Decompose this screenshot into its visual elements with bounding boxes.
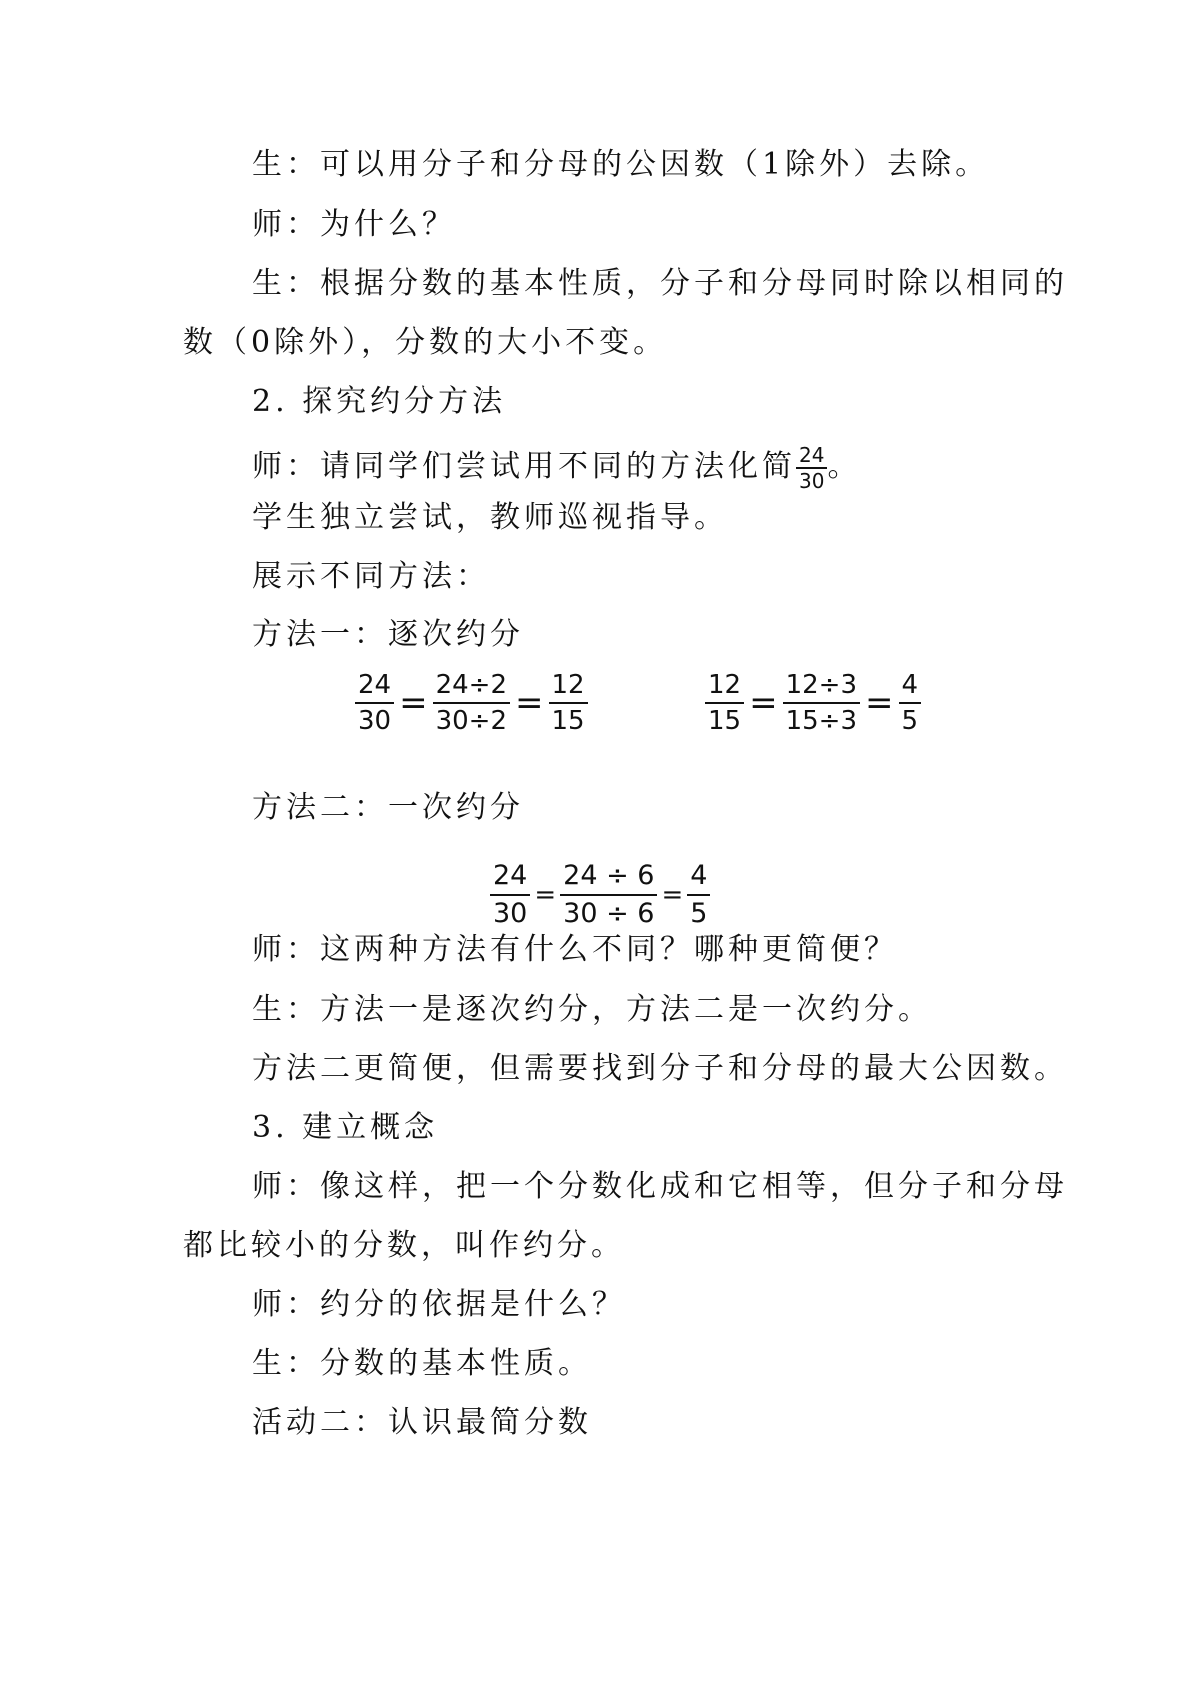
numerator: 24 ÷ 6: [563, 860, 655, 891]
paragraph: 生：方法一是逐次约分，方法二是一次约分。: [252, 992, 932, 1027]
paragraph-text: 师：请同学们尝试用不同的方法化简: [252, 449, 796, 484]
fraction: [433, 668, 510, 738]
inline-fraction: [796, 444, 827, 492]
equals-sign: =: [515, 683, 544, 723]
paragraph-continuation: 都比较小的分数，叫作约分。: [183, 1228, 625, 1263]
section-heading: 活动二：认识最简分数: [252, 1405, 592, 1440]
numerator: 4: [690, 860, 708, 891]
equals-sign: =: [749, 683, 778, 723]
punctuation: 。: [827, 449, 862, 484]
fraction: [783, 668, 860, 738]
denominator: 30: [799, 469, 825, 493]
denominator: 30: [358, 706, 392, 736]
denominator: 15: [551, 706, 585, 736]
fraction: [560, 858, 657, 932]
paragraph-continuation: 数（0除外），分数的大小不变。: [183, 325, 668, 360]
equation-method1-right: [705, 668, 921, 738]
paragraph-with-fraction: [252, 440, 861, 494]
equals-sign: =: [534, 880, 557, 910]
numerator: 24: [799, 443, 825, 467]
equation-method2: [490, 858, 710, 932]
denominator: 15÷3: [785, 706, 858, 736]
numerator: 12: [551, 670, 585, 700]
paragraph: 师：像这样，把一个分数化成和它相等，但分子和分母: [252, 1169, 1068, 1204]
numerator: 24: [358, 670, 392, 700]
denominator: 5: [901, 706, 919, 736]
paragraph: 方法一：逐次约分: [252, 617, 524, 652]
fraction: [549, 668, 588, 738]
paragraph: 方法二更简便，但需要找到分子和分母的最大公因数。: [252, 1051, 1068, 1086]
numerator: 24: [493, 860, 528, 891]
equation-method1-left: [355, 668, 588, 738]
paragraph: 生：可以用分子和分母的公因数（1除外）去除。: [252, 147, 990, 182]
section-heading: 3. 建立概念: [252, 1110, 439, 1145]
fraction: [705, 668, 744, 738]
denominator: 15: [708, 706, 742, 736]
numerator: 4: [901, 670, 919, 700]
paragraph: 生：分数的基本性质。: [252, 1346, 592, 1381]
numerator: 12: [708, 670, 742, 700]
denominator: 30 ÷ 6: [563, 898, 655, 929]
paragraph: 学生独立尝试，教师巡视指导。: [252, 500, 728, 535]
fraction: [899, 668, 922, 738]
denominator: 30÷2: [435, 706, 508, 736]
paragraph: 师：约分的依据是什么？: [252, 1287, 626, 1322]
numerator: 24÷2: [435, 670, 508, 700]
fraction: [490, 858, 530, 932]
paragraph: 师：为什么？: [252, 207, 456, 242]
paragraph: 方法二：一次约分: [252, 790, 524, 825]
paragraph: 展示不同方法：: [252, 559, 490, 594]
numerator: 12÷3: [785, 670, 858, 700]
equals-sign: =: [661, 880, 684, 910]
denominator: 5: [690, 898, 708, 929]
paragraph: 生：根据分数的基本性质，分子和分母同时除以相同的: [252, 266, 1068, 301]
equals-sign: =: [399, 683, 428, 723]
denominator: 30: [493, 898, 528, 929]
fraction: [687, 858, 710, 932]
fraction: [355, 668, 394, 738]
equals-sign: =: [865, 683, 894, 723]
section-heading: 2. 探究约分方法: [252, 384, 507, 419]
paragraph: 师：这两种方法有什么不同？哪种更简便？: [252, 932, 898, 967]
